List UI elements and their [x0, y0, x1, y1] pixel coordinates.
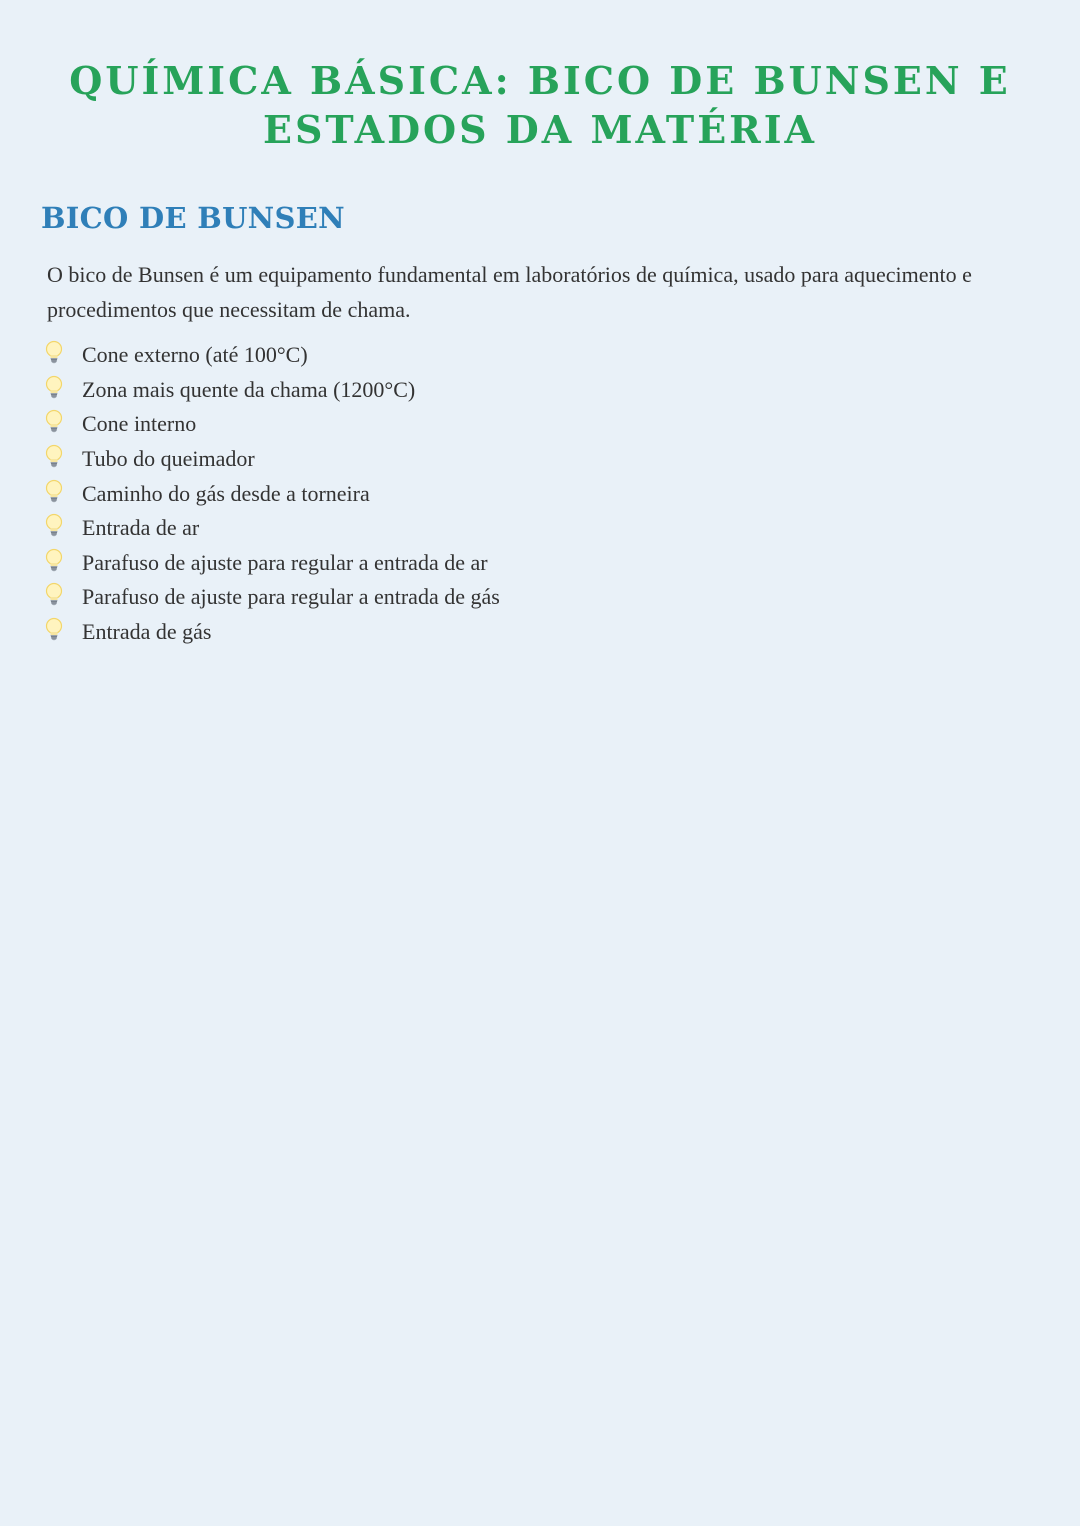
lightbulb-icon — [44, 444, 64, 470]
lightbulb-icon — [44, 617, 64, 643]
list-item — [44, 546, 500, 581]
list-item — [44, 476, 500, 511]
list-item — [44, 407, 500, 442]
list-item-label: Parafuso de ajuste para regular a entrada de gás — [82, 584, 500, 610]
list-item-label: Entrada de ar — [82, 515, 200, 541]
list-item-label: Entrada de gás — [82, 619, 212, 645]
list-item-label: Zona mais quente da chama (1200°C) — [82, 376, 416, 402]
list-item-label: Tubo do queimador — [82, 446, 255, 472]
list-item — [44, 338, 500, 373]
list-item — [44, 442, 500, 477]
page-title: QUÍMICA BÁSICA: BICO DE BUNSEN E ESTADOS DA MATÉRIA — [69, 58, 1011, 152]
lightbulb-icon — [44, 340, 64, 366]
list-item-label: Cone interno — [82, 411, 197, 437]
lightbulb-icon — [44, 409, 64, 435]
list-item — [44, 511, 500, 546]
list-item — [44, 373, 500, 408]
list-item — [44, 615, 500, 650]
list-item — [44, 580, 500, 615]
intro-paragraph: O bico de Bunsen é um equipamento fundamental em laboratórios de química, usado para aquecimento e procedimentos que necessitam de chama. — [47, 262, 972, 322]
lightbulb-icon — [44, 582, 64, 608]
list-item-label: Caminho do gás desde a torneira — [82, 480, 370, 506]
lightbulb-icon — [44, 479, 64, 505]
lightbulb-icon — [44, 375, 64, 401]
bunsen-parts-list — [44, 338, 500, 649]
list-item-label: Parafuso de ajuste para regular a entrada de ar — [82, 549, 488, 575]
section-heading: BICO DE BUNSEN — [41, 201, 345, 235]
list-item-label: Cone externo (até 100°C) — [82, 342, 308, 368]
lightbulb-icon — [44, 548, 64, 574]
lightbulb-icon — [44, 513, 64, 539]
